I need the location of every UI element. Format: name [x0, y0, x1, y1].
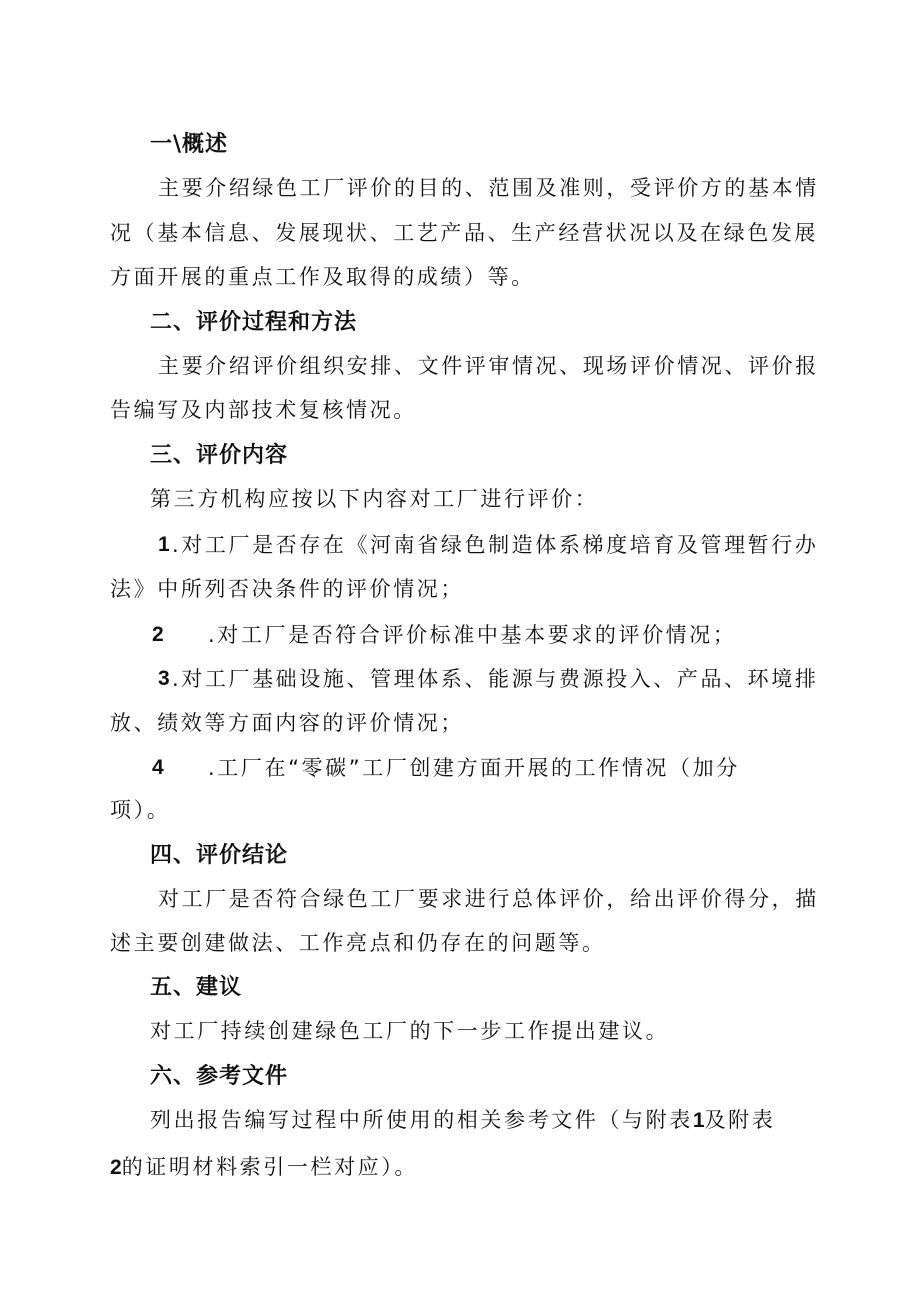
- reference-text: 列出报告编写过程中所使用的相关参考文件（与附表: [150, 1108, 693, 1132]
- section-intro: 第三方机构应按以下内容对工厂进行评价：: [150, 487, 599, 511]
- section-heading-content: 三、评价内容: [150, 443, 289, 468]
- paragraph-line: 述主要创建做法、工作亮点和仍存在的问题等。: [110, 931, 606, 955]
- appendix-number: 2: [110, 1156, 122, 1179]
- section-heading-suggestions: 五、建议: [150, 975, 243, 1000]
- list-item-line: .对工厂是否符合评价标准中基本要求的评价情况；: [208, 623, 737, 647]
- item-number: 3: [158, 667, 170, 690]
- section-heading-overview: 一\概述: [150, 132, 229, 157]
- section-heading-process: 二、评价过程和方法: [150, 310, 358, 335]
- list-item-line: 法》中所列否决条件的评价情况；: [110, 577, 464, 601]
- section-heading-conclusion: 四、评价结论: [150, 843, 289, 868]
- paragraph-line: [150, 1105, 775, 1136]
- paragraph-line: 况（基本信息、发展现状、工艺产品、生产经营状况以及在绿色发展: [110, 221, 818, 245]
- appendix-number: 1: [692, 1109, 705, 1132]
- paragraph-line: 主要介绍绿色工厂评价的目的、范围及准则，受评价方的基本情: [158, 176, 819, 200]
- list-item-line: 放、绩效等方面内容的评价情况；: [110, 711, 464, 735]
- item-number: 2: [152, 623, 164, 646]
- paragraph-line: 方面开展的重点工作及取得的成绩）等。: [110, 265, 535, 289]
- reference-text: 及附表: [704, 1108, 776, 1132]
- list-item-line: 项）。: [110, 798, 171, 822]
- reference-text: 的证明材料索引一栏对应）。: [121, 1155, 418, 1179]
- list-item-line: .工厂在“零碳”工厂创建方面开展的工作情况（加分: [208, 756, 740, 780]
- paragraph-line: 告编写及内部技术复核情况。: [110, 398, 417, 422]
- paragraph-line: 主要介绍评价组织安排、文件评审情况、现场评价情况、评价报: [158, 354, 819, 378]
- list-item-line: .对工厂是否存在《河南省绿色制造体系梯度培育及管理暂行办: [172, 533, 819, 557]
- paragraph-line: 对工厂持续创建绿色工厂的下一步工作提出建议。: [150, 1019, 670, 1043]
- paragraph-line: 对工厂是否符合绿色工厂要求进行总体评价，给出评价得分，描: [158, 887, 819, 911]
- section-heading-references: 六、参考文件: [150, 1064, 289, 1089]
- item-number: 4: [152, 756, 164, 779]
- paragraph-line: [110, 1152, 418, 1183]
- item-number: 1: [158, 533, 170, 556]
- list-item-line: .对工厂基础设施、管理体系、能源与费源投入、产品、环境排: [172, 667, 819, 691]
